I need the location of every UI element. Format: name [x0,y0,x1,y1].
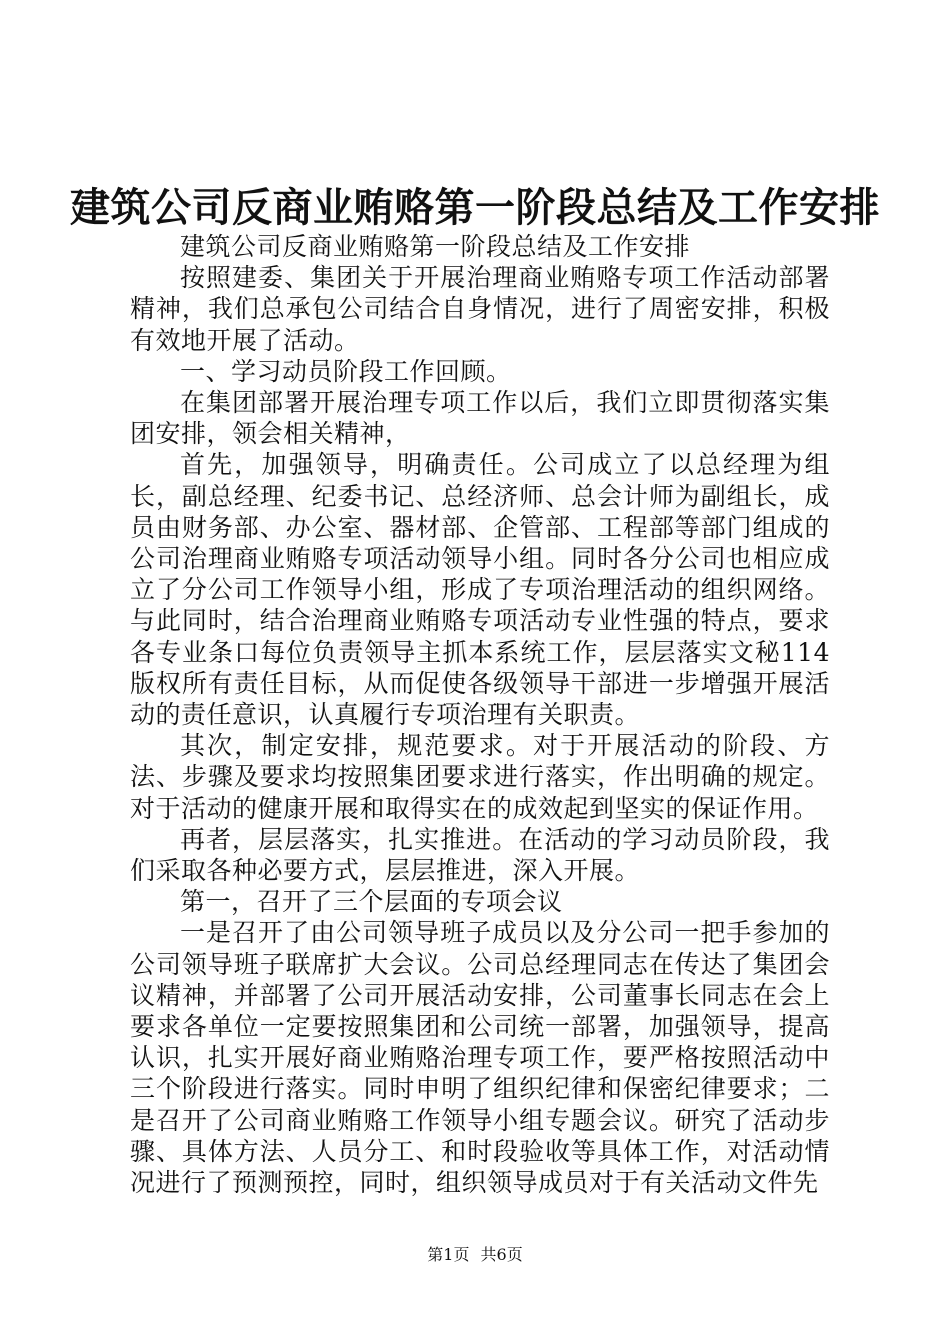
paragraph-third-implementation: 再者，层层落实，扎实推进。在活动的学习动员阶段，我们采取各种必要方式，层层推进，深入开展。 [130,824,830,886]
page-total: 共6页 [480,1245,523,1264]
page-footer [0,1244,950,1266]
paragraph-first-leadership: 首先，加强领导，明确责任。公司成立了以总经理为组长，副总经理、纪委书记、总经济师、总会计师为副组长，成员由财务部、办公室、器材部、企管部、工程部等部门组成的公司治理商业贿赂专项活动领导小组。同时各分公司也相应成立了分公司工作领导小组，形成了专项治理活动的组织网络。与此同时，结合治理商业贿赂专项活动专业性强的特点，要求各专业条口每位负责领导主抓本系统工作，层层落实文秘114版权所有责任目标，从而促使各级领导干部进一步增强开展活动的责任意识，认真履行专项治理有关职责。 [130,450,830,730]
paragraph-deployment: 在集团部署开展治理专项工作以后，我们立即贯彻落实集团安排，领会相关精神， [130,388,830,449]
section-heading-review: 一、学习动员阶段工作回顾。 [180,356,512,386]
document-body [130,231,830,1198]
subheading-meetings: 第一，召开了三个层面的专项会议 [180,887,563,917]
paragraph-meetings-detail: 一是召开了由公司领导班子成员以及分公司一把手参加的公司领导班子联席扩大会议。公司总经理同志在传达了集团会议精神，并部署了公司开展活动安排，公司董事长同志在会上要求各单位一定要按照集团和公司统一部署，加强领导，提高认识，扎实开展好商业贿赂治理专项工作，要严格按照活动中三个阶段进行落实。同时申明了组织纪律和保密纪律要求；二是召开了公司商业贿赂工作领导小组专题会议。研究了活动步骤、具体方法、人员分工、和时段验收等具体工作，对活动情况进行了预测预控，同时，组织领导成员对于有关活动文件先 [130,918,830,1198]
paragraph-intro: 按照建委、集团关于开展治理商业贿赂专项工作活动部署精神，我们总承包公司结合自身情况，进行了周密安排，积极有效地开展了活动。 [130,263,830,355]
paragraph-subtitle: 建筑公司反商业贿赂第一阶段总结及工作安排 [180,232,691,261]
page-number: 第1页 [427,1245,470,1264]
document-title: 建筑公司反商业贿赂第一阶段总结及工作安排 [70,185,880,231]
paragraph-second-arrangement: 其次，制定安排，规范要求。对于开展活动的阶段、方法、步骤及要求均按照集团要求进行落实，作出明确的规定。对于活动的健康开展和取得实在的成效起到坚实的保证作用。 [130,731,830,823]
